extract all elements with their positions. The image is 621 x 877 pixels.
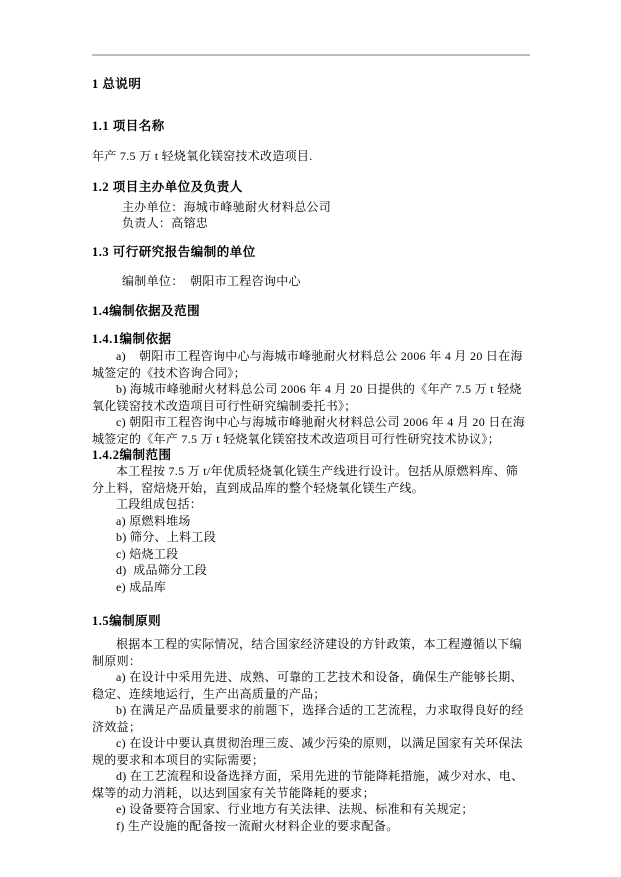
section-heading-1-5: 1.5编制原则	[92, 614, 162, 628]
section-heading-1-2: 1.2 项目主办单位及负责人	[92, 179, 243, 194]
section-heading-1-4-1: 1.4.1编制依据	[92, 332, 172, 346]
paragraph-person-in-charge: 负责人：高镕忠	[122, 216, 209, 230]
paragraph-principle-d: d) 在工艺流程和设备选择方面，采用先进的节能降耗措施，减少对水、电、煤等的动力消耗，以达到国家有关节能降耗的要求；	[92, 769, 524, 800]
paragraph-basis-b: b) 海城市峰驰耐火材料总公司 2006 年 4 月 20 日提供的《年产 7.5 万 t 轻烧氧化镁窑技术改造项目可行性研究编制委托书》；	[92, 382, 522, 413]
paragraph-principle-b: b) 在满足产品质量要求的前题下，选择合适的工艺流程，力求取得良好的经济效益；	[92, 703, 524, 734]
section-heading-1-4: 1.4编制依据及范围	[92, 304, 201, 318]
paragraph-principle-a: a) 在设计中采用先进、成熟、可靠的工艺技术和设备，确保生产能够长期、稳定、连续地运行，生产出高质量的产品；	[92, 670, 523, 701]
section-heading-1: 1 总说明	[92, 77, 142, 91]
section-heading-1-1: 1.1 项目名称	[92, 119, 165, 133]
paragraph-principle-f: f) 生产设施的配备按一流耐火材料企业的要求配备。	[116, 818, 399, 833]
paragraph-scope-intro: 本工程按 7.5 万 t/年优质轻烧氧化镁生产线进行设计。包括从原燃料库、筛分上料，窑焙烧开始，直到成品库的整个轻烧氧化镁生产线。	[92, 464, 519, 495]
section-heading-1-4-2: 1.4.2编制范围	[92, 448, 172, 462]
paragraph-project-name: 年产 7.5 万 t 轻烧氧化镁窑技术改造项目.	[92, 149, 313, 163]
paragraph-compiling-unit: 编制单位： 朝阳市工程咨询中心	[122, 273, 301, 288]
list-item-section-b: b) 筛分、上料工段	[116, 530, 216, 544]
paragraph-principle-e: e) 设备要符合国家、行业地方有关法律、法规、标准和有关规定；	[116, 802, 474, 816]
paragraph-scope-list-title: 工段组成包括：	[116, 497, 203, 511]
paragraph-basis-a: a) 朝阳市工程咨询中心与海城市峰驰耐火材料总公 2006 年 4 月 20 日在海城签定的《技术咨询合同》；	[92, 349, 523, 380]
section-heading-1-3: 1.3 可行研究报告编制的单位	[92, 244, 256, 259]
paragraph-host-unit: 主办单位：海城市峰驰耐火材料总公司	[122, 199, 332, 214]
paragraph-principle-c: c) 在设计中要认真贯彻治理三废、减少污染的原则，以满足国家有关环保法规的要求和本项目的实际需要；	[92, 736, 523, 767]
list-item-section-c: c) 焙烧工段	[116, 546, 179, 561]
list-item-section-a: a) 原燃料堆场	[116, 513, 191, 528]
paragraph-principles-intro: 根据本工程的实际情况，结合国家经济建设的方针政策，本工程遵循以下编制原则：	[92, 637, 522, 668]
list-item-section-d: d) 成品筛分工段	[116, 563, 207, 577]
paragraph-basis-c: c) 朝阳市工程咨询中心与海城市峰驰耐火材料总公司 2006 年 4 月 20 日在海城签定的《年产 7.5 万 t 轻烧氧化镁窑技术改造项目可行性研究技术协议》；	[92, 415, 526, 446]
list-item-section-e: e) 成品库	[116, 579, 167, 594]
